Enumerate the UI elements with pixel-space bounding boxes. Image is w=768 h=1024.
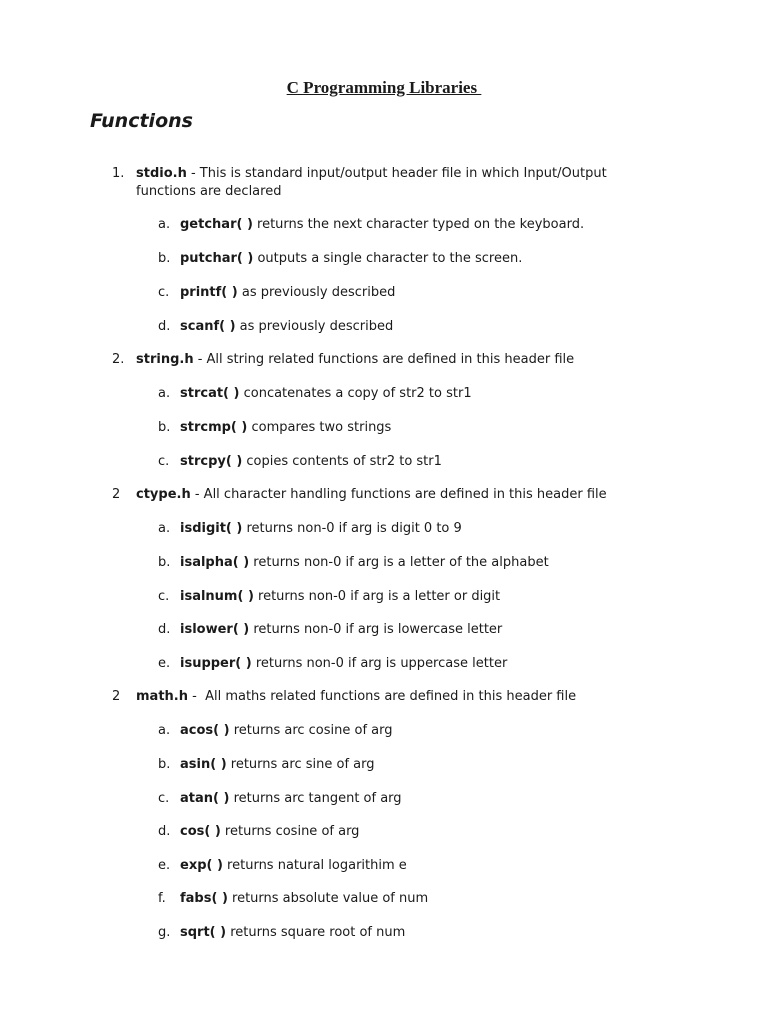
function-description: returns non-0 if arg is a letter or digit <box>253 589 501 604</box>
function-description: returns non-0 if arg is uppercase letter <box>251 656 508 671</box>
item-text <box>180 250 522 268</box>
item-text <box>180 588 500 606</box>
document-title: C Programming Libraries <box>286 78 482 97</box>
function-name: acos( ) <box>180 723 230 738</box>
item-text <box>180 318 393 336</box>
item-letter: g. <box>158 925 171 940</box>
library-name: math.h <box>136 689 188 704</box>
item-letter: b. <box>158 251 171 266</box>
function-name: atan( ) <box>180 791 230 806</box>
function-description: returns non-0 if arg is lowercase letter <box>249 622 503 637</box>
function-name: getchar( ) <box>180 217 253 232</box>
item-text <box>136 351 574 369</box>
library-description: - All character handling functions are defined in this header file <box>190 487 607 502</box>
item-letter: b. <box>158 757 171 772</box>
function-name: sqrt( ) <box>180 925 227 940</box>
item-letter: f. <box>158 891 166 906</box>
item-letter: c. <box>158 454 170 469</box>
item-text <box>180 453 442 471</box>
item-text <box>180 756 374 774</box>
function-description: outputs a single character to the screen. <box>253 251 523 266</box>
function-name: putchar( ) <box>180 251 254 266</box>
item-text <box>180 790 402 808</box>
item-letter: c. <box>158 791 170 806</box>
item-letter: d. <box>158 622 171 637</box>
item-text <box>180 924 405 942</box>
function-name: asin( ) <box>180 757 227 772</box>
item-text <box>180 284 395 302</box>
item-text <box>180 554 549 572</box>
function-description: returns arc tangent of arg <box>229 791 402 806</box>
function-name: isdigit( ) <box>180 521 243 536</box>
function-name: printf( ) <box>180 285 238 300</box>
section-heading: Functions <box>90 110 193 132</box>
item-text <box>180 823 359 841</box>
item-letter: e. <box>158 656 171 671</box>
item-text <box>180 857 407 875</box>
function-name: isalnum( ) <box>180 589 254 604</box>
item-number: 2. <box>112 352 125 367</box>
function-description: returns the next character typed on the keyboard. <box>252 217 585 232</box>
item-letter: d. <box>158 824 171 839</box>
item-number: 1. <box>112 166 125 181</box>
item-letter: c. <box>158 589 170 604</box>
item-text <box>136 688 576 706</box>
function-name: islower( ) <box>180 622 250 637</box>
item-letter: a. <box>158 386 171 401</box>
library-description: - All maths related functions are defined in this header file <box>187 689 577 704</box>
function-description: returns absolute value of num <box>227 891 429 906</box>
library-name: string.h <box>136 352 194 367</box>
function-description: returns arc cosine of arg <box>229 723 393 738</box>
item-text <box>180 419 391 437</box>
function-description: copies contents of str2 to str1 <box>242 454 442 469</box>
item-letter: a. <box>158 723 171 738</box>
library-name: ctype.h <box>136 487 191 502</box>
item-text <box>180 520 462 538</box>
item-text <box>180 385 472 403</box>
function-description: returns square root of num <box>226 925 406 940</box>
function-description: as previously described <box>237 285 396 300</box>
function-name: strcmp( ) <box>180 420 248 435</box>
item-number: 2 <box>112 689 121 704</box>
function-description: returns cosine of arg <box>220 824 360 839</box>
function-name: isupper( ) <box>180 656 252 671</box>
function-name: exp( ) <box>180 858 223 873</box>
item-letter: a. <box>158 521 171 536</box>
item-text <box>136 165 656 201</box>
item-text <box>180 655 507 673</box>
item-letter: d. <box>158 319 171 334</box>
item-text <box>180 621 502 639</box>
function-description: concatenates a copy of str2 to str1 <box>239 386 472 401</box>
function-name: strcpy( ) <box>180 454 243 469</box>
function-description: returns natural logarithim e <box>222 858 407 873</box>
function-description: returns arc sine of arg <box>226 757 375 772</box>
item-letter: b. <box>158 555 171 570</box>
item-letter: c. <box>158 285 170 300</box>
item-text <box>180 890 428 908</box>
function-description: returns non-0 if arg is a letter of the alphabet <box>249 555 549 570</box>
function-name: isalpha( ) <box>180 555 250 570</box>
item-text <box>136 486 607 504</box>
function-name: strcat( ) <box>180 386 240 401</box>
library-description: - This is standard input/output header file in which Input/Output functions are declared <box>136 166 607 199</box>
item-number: 2 <box>112 487 121 502</box>
library-name: stdio.h <box>136 166 187 181</box>
function-name: scanf( ) <box>180 319 236 334</box>
function-name: cos( ) <box>180 824 221 839</box>
item-letter: e. <box>158 858 171 873</box>
function-name: fabs( ) <box>180 891 228 906</box>
item-letter: a. <box>158 217 171 232</box>
item-text <box>180 216 584 234</box>
library-description: - All string related functions are defined in this header file <box>193 352 575 367</box>
item-text <box>180 722 393 740</box>
function-description: as previously described <box>235 319 394 334</box>
function-description: returns non-0 if arg is digit 0 to 9 <box>242 521 462 536</box>
item-letter: b. <box>158 420 171 435</box>
function-description: compares two strings <box>247 420 392 435</box>
